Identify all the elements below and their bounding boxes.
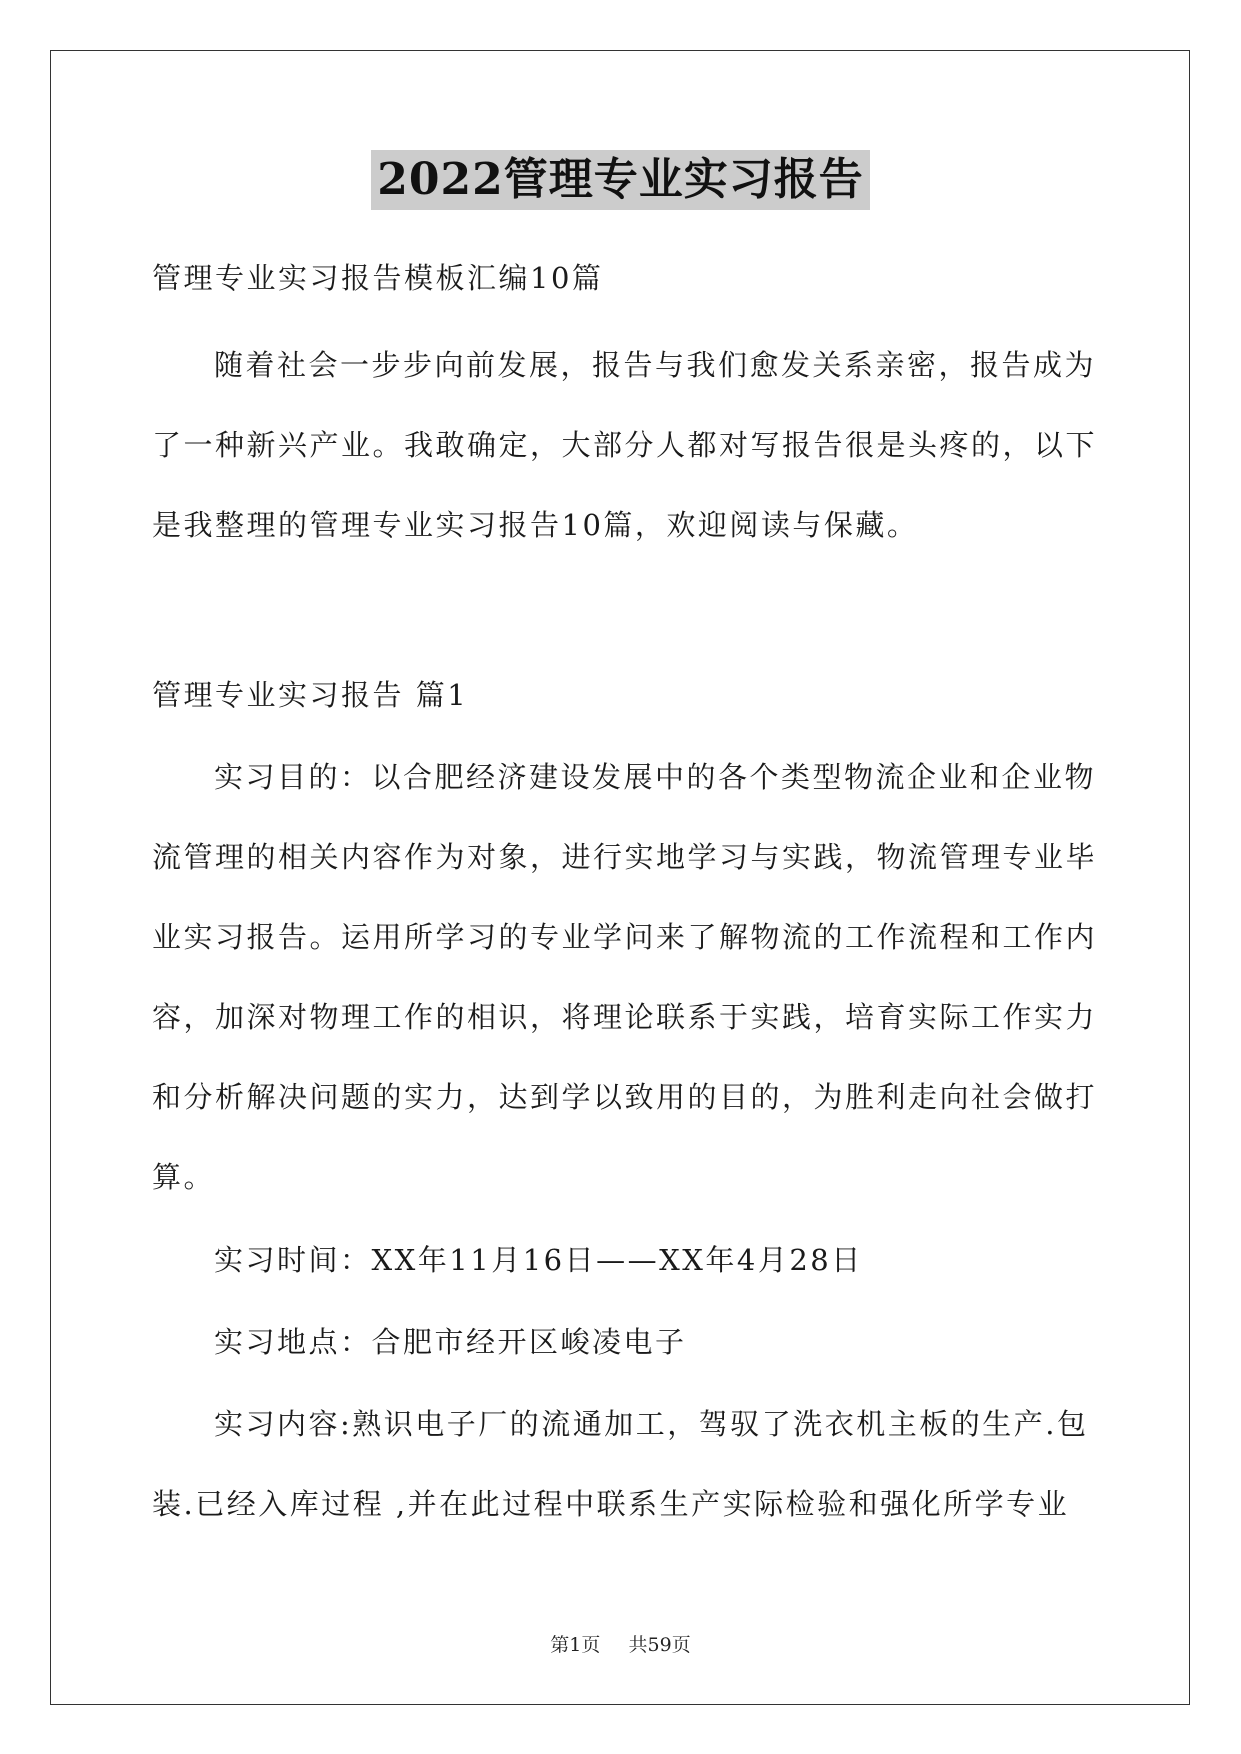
purpose-line: 流管理的相关内容作为对象，进行实地学习与实践，物流管理专业毕 [152,840,1098,874]
time-line: 实习时间：XX年11月16日——XX年4月28日 [214,1243,863,1277]
purpose-line: 算。 [152,1160,216,1194]
page-footer [0,1630,1241,1657]
intro-line: 了一种新兴产业。我敢确定，大部分人都对写报告很是头疼的，以下 [152,428,1098,462]
purpose-line: 和分析解决问题的实力，达到学以致用的目的，为胜利走向社会做打 [152,1080,1098,1114]
section-heading: 管理专业实习报告 篇1 [152,678,469,712]
intro-line: 是我整理的管理专业实习报告10篇，欢迎阅读与保藏。 [152,508,919,542]
purpose-line: 容，加深对物理工作的相识，将理论联系于实践，培育实际工作实力 [152,1000,1098,1034]
purpose-line: 实习目的：以合肥经济建设发展中的各个类型物流企业和企业物 [214,760,1097,794]
intro-line: 随着社会一步步向前发展，报告与我们愈发关系亲密，报告成为 [214,348,1097,382]
page-number: 第1页 [550,1634,601,1656]
place-line: 实习地点：合肥市经开区峻凌电子 [214,1325,687,1359]
page-frame [50,50,1190,1705]
page-total: 共59页 [628,1634,691,1656]
purpose-line: 业实习报告。运用所学习的专业学问来了解物流的工作流程和工作内 [152,920,1098,954]
document-title: 2022管理专业实习报告 [371,150,869,210]
subtitle: 管理专业实习报告模板汇编10篇 [152,261,604,295]
content-line: 装.已经入库过程 ,并在此过程中联系生产实际检验和强化所学专业 [152,1487,1070,1521]
title-wrap [0,150,1241,210]
content-line: 实习内容:熟识电子厂的流通加工，驾驭了洗衣机主板的生产.包 [214,1407,1089,1441]
